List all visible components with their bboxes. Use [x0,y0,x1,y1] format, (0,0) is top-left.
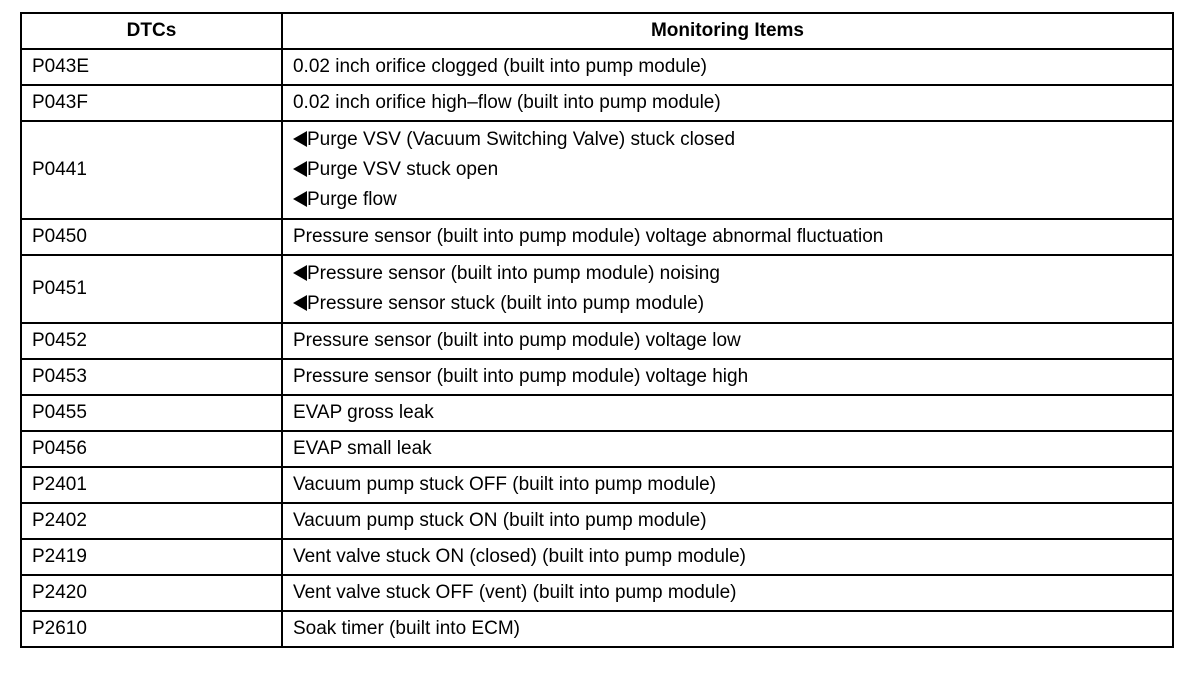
table-row [21,539,1173,575]
monitoring-item-text: Pressure sensor (built into pump module) voltage low [292,330,741,351]
dtc-code-cell: P043F [21,85,282,121]
left-arrow-bullet-icon [293,131,307,147]
dtc-monitoring-table [20,12,1174,648]
table-body [21,49,1173,647]
table-row [21,49,1173,85]
monitoring-item-cell [282,395,1173,431]
monitoring-item-line [293,155,1162,185]
monitoring-item-line [293,289,1162,319]
monitoring-item-text: Purge VSV stuck open [306,159,499,180]
monitoring-item-text: EVAP small leak [292,438,432,459]
dtc-code-cell: P0455 [21,395,282,431]
monitoring-item-cell [282,503,1173,539]
monitoring-item-text: 0.02 inch orifice clogged (built into pump module) [292,56,707,77]
table-row [21,121,1173,219]
table-row [21,431,1173,467]
table-row [21,503,1173,539]
dtc-code-cell: P2610 [21,611,282,647]
monitoring-item-line [293,259,1162,289]
dtc-code-cell: P0451 [21,255,282,323]
monitoring-item-cell [282,431,1173,467]
monitoring-item-cell [282,359,1173,395]
monitoring-item-cell [282,539,1173,575]
monitoring-item-line [293,125,1162,155]
monitoring-item-text: Vacuum pump stuck ON (built into pump module) [292,510,707,531]
monitoring-item-text: Pressure sensor (built into pump module) noising [306,263,720,284]
monitoring-item-text: Vacuum pump stuck OFF (built into pump module) [292,474,717,495]
table-row [21,611,1173,647]
dtc-code-cell: P0453 [21,359,282,395]
monitoring-item-text: Vent valve stuck ON (closed) (built into pump module) [292,546,746,567]
monitoring-item-cell [282,575,1173,611]
dtc-code-cell: P0456 [21,431,282,467]
table-row [21,395,1173,431]
column-header-dtcs: DTCs [21,13,282,49]
dtc-code-cell: P0450 [21,219,282,255]
monitoring-item-cell [282,85,1173,121]
monitoring-item-text: Purge VSV (Vacuum Switching Valve) stuck closed [306,129,736,150]
left-arrow-bullet-icon [293,295,307,311]
table-row [21,85,1173,121]
table-row [21,323,1173,359]
monitoring-item-text: Vent valve stuck OFF (vent) (built into pump module) [292,582,737,603]
monitoring-item-cell [282,323,1173,359]
monitoring-item-text: Pressure sensor stuck (built into pump module) [306,293,705,314]
table-row [21,255,1173,323]
monitoring-item-cell [282,255,1173,323]
left-arrow-bullet-icon [293,191,307,207]
monitoring-item-cell [282,49,1173,85]
dtc-code-cell: P0452 [21,323,282,359]
monitoring-item-cell [282,219,1173,255]
dtc-code-cell: P0441 [21,121,282,219]
monitoring-item-text: Pressure sensor (built into pump module) voltage abnormal fluctuation [292,226,884,247]
table-row [21,575,1173,611]
table-row [21,359,1173,395]
table-row [21,219,1173,255]
left-arrow-bullet-icon [293,161,307,177]
table-header-row [21,13,1173,49]
dtc-code-cell: P2419 [21,539,282,575]
monitoring-item-line [293,185,1162,215]
dtc-code-cell: P2420 [21,575,282,611]
monitoring-item-cell [282,611,1173,647]
monitoring-item-text: Soak timer (built into ECM) [292,618,520,639]
dtc-code-cell: P2401 [21,467,282,503]
monitoring-item-text: EVAP gross leak [292,402,434,423]
column-header-monitoring-items: Monitoring Items [282,13,1173,49]
table-row [21,467,1173,503]
monitoring-item-text: Pressure sensor (built into pump module) voltage high [292,366,749,387]
monitoring-item-cell [282,121,1173,219]
dtc-code-cell: P043E [21,49,282,85]
monitoring-item-text: Purge flow [306,189,397,210]
monitoring-item-text: 0.02 inch orifice high–flow (built into pump module) [292,92,721,113]
left-arrow-bullet-icon [293,265,307,281]
monitoring-item-cell [282,467,1173,503]
dtc-code-cell: P2402 [21,503,282,539]
